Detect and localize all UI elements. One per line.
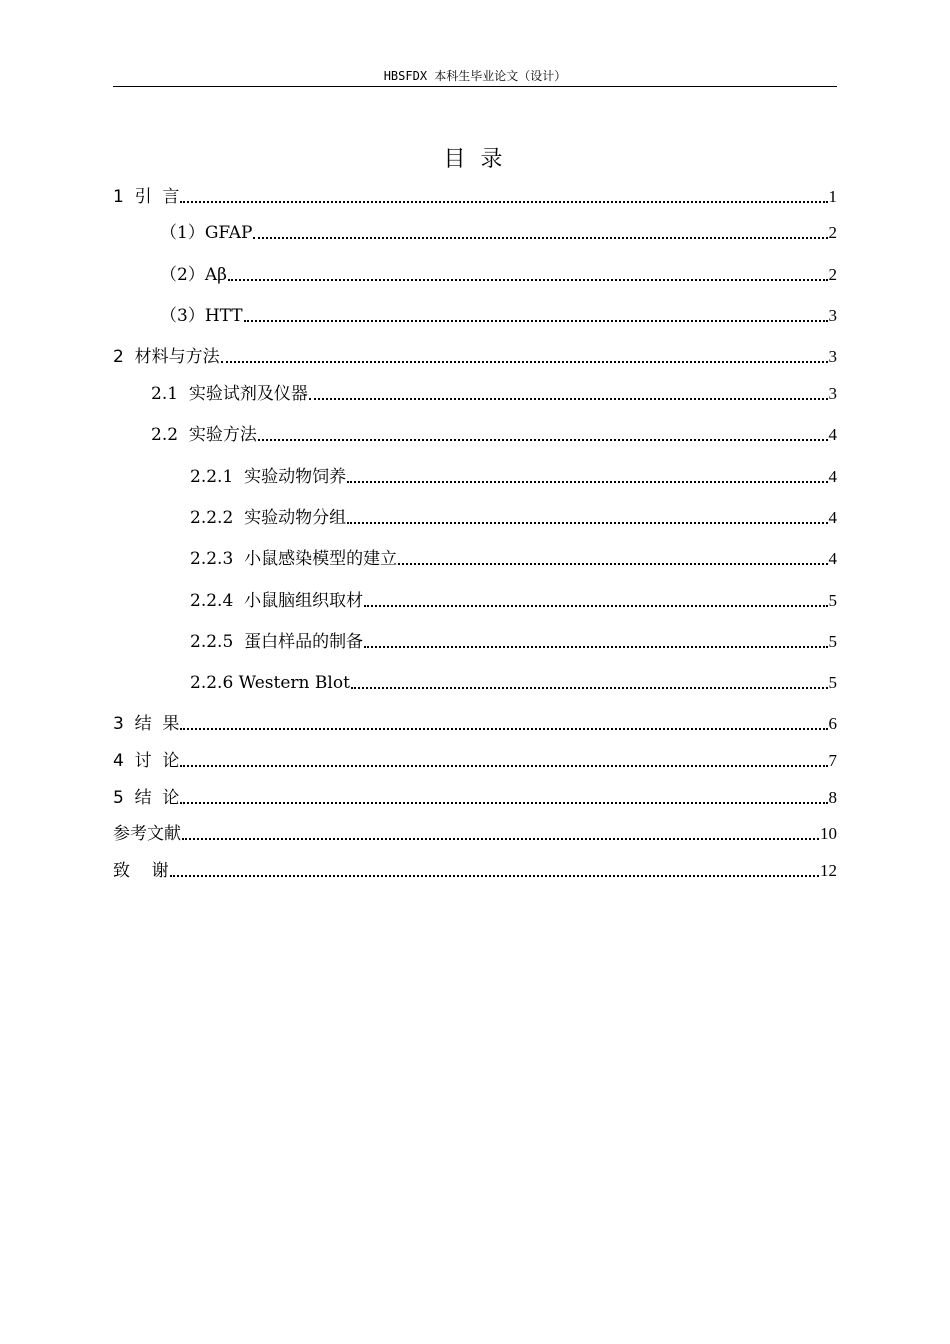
toc-entry-label: 2.1 实验试剂及仪器	[151, 384, 308, 404]
toc-entry-page: 5	[828, 632, 837, 651]
toc-entry-introduction[interactable]	[113, 185, 837, 209]
toc-entry-label: 5 结 论	[113, 788, 180, 808]
toc-entry-western-blot[interactable]	[190, 671, 837, 695]
dot-leader	[244, 320, 828, 322]
toc-entry-page: 12	[820, 861, 837, 880]
dot-leader	[180, 765, 827, 767]
toc-entry-acknowledgements[interactable]	[113, 859, 837, 883]
toc-entry-label: （2）Aβ	[160, 265, 227, 285]
toc-entry-page: 2	[828, 223, 837, 242]
toc-entry-label: 1 引 言	[113, 187, 180, 207]
dot-leader	[180, 201, 827, 203]
toc-entry-label: 2.2.2 实验动物分组	[190, 508, 347, 528]
dot-leader	[351, 687, 828, 689]
toc-entry-page: 2	[828, 265, 837, 284]
toc-entry-references[interactable]	[113, 822, 837, 846]
toc-entry-page: 10	[820, 824, 837, 843]
toc-entry-infection-model[interactable]	[190, 547, 837, 571]
toc-entry-abeta[interactable]	[160, 263, 837, 287]
toc-entry-page: 3	[828, 384, 837, 403]
dot-leader	[347, 522, 827, 524]
dot-leader	[364, 605, 827, 607]
toc-entry-label: 2.2 实验方法	[151, 425, 257, 445]
dot-leader	[258, 439, 828, 441]
toc-entry-results[interactable]	[113, 712, 837, 736]
toc-entry-page: 5	[828, 673, 837, 692]
toc-title: 目 录	[443, 147, 507, 172]
dot-leader	[364, 646, 827, 648]
toc-entry-discussion[interactable]	[113, 749, 837, 773]
toc-entry-label: 2 材料与方法	[113, 347, 220, 367]
toc-entry-page: 4	[828, 549, 837, 568]
toc-entry-animal-feeding[interactable]	[190, 465, 837, 489]
toc-entry-conclusion[interactable]	[113, 786, 837, 810]
toc-entry-gfap[interactable]	[160, 221, 837, 245]
toc-entry-label: 致 谢	[113, 861, 169, 881]
toc-entry-methods[interactable]	[151, 423, 837, 447]
toc-entry-page: 8	[828, 788, 837, 807]
dot-leader	[309, 398, 828, 400]
page-header: HBSFDX 本科生毕业论文（设计）	[383, 69, 567, 83]
toc-entry-htt[interactable]	[160, 304, 837, 328]
toc-entry-page: 7	[828, 751, 837, 770]
dot-leader	[398, 563, 827, 565]
dot-leader	[253, 237, 827, 239]
toc-entry-page: 4	[828, 425, 837, 444]
toc-entry-label: （3）HTT	[160, 306, 243, 326]
toc-entry-page: 5	[828, 591, 837, 610]
dot-leader	[180, 802, 827, 804]
dot-leader	[347, 481, 827, 483]
toc-entry-protein-samples[interactable]	[190, 630, 837, 654]
dot-leader	[170, 875, 819, 877]
toc-entry-label: 2.2.6 Western Blot	[190, 673, 350, 693]
toc-entry-label: 参考文献	[113, 824, 181, 844]
toc-entry-page: 4	[828, 467, 837, 486]
header-rule	[113, 86, 837, 87]
dot-leader	[228, 279, 828, 281]
toc-entry-label: 4 讨 论	[113, 751, 180, 771]
toc-entry-materials-methods[interactable]	[113, 345, 837, 369]
toc-entry-animal-grouping[interactable]	[190, 506, 837, 530]
dot-leader	[182, 838, 819, 840]
toc-entry-label: 2.2.4 小鼠脑组织取材	[190, 591, 364, 611]
toc-entry-page: 4	[828, 508, 837, 527]
toc-entry-page: 3	[828, 306, 837, 325]
toc-entry-label: 3 结 果	[113, 714, 180, 734]
toc-entry-label: 2.2.5 蛋白样品的制备	[190, 632, 364, 652]
toc-entry-brain-tissue[interactable]	[190, 589, 837, 613]
toc-entry-page: 3	[828, 347, 837, 366]
dot-leader	[221, 361, 828, 363]
toc-entry-label: 2.2.3 小鼠感染模型的建立	[190, 549, 398, 569]
dot-leader	[180, 728, 827, 730]
toc-entry-label: （1）GFAP	[160, 223, 253, 243]
toc-entry-page: 6	[828, 714, 837, 733]
toc-entry-label: 2.2.1 实验动物饲养	[190, 467, 347, 487]
toc-entry-page: 1	[828, 187, 837, 206]
toc-entry-reagents[interactable]	[151, 382, 837, 406]
